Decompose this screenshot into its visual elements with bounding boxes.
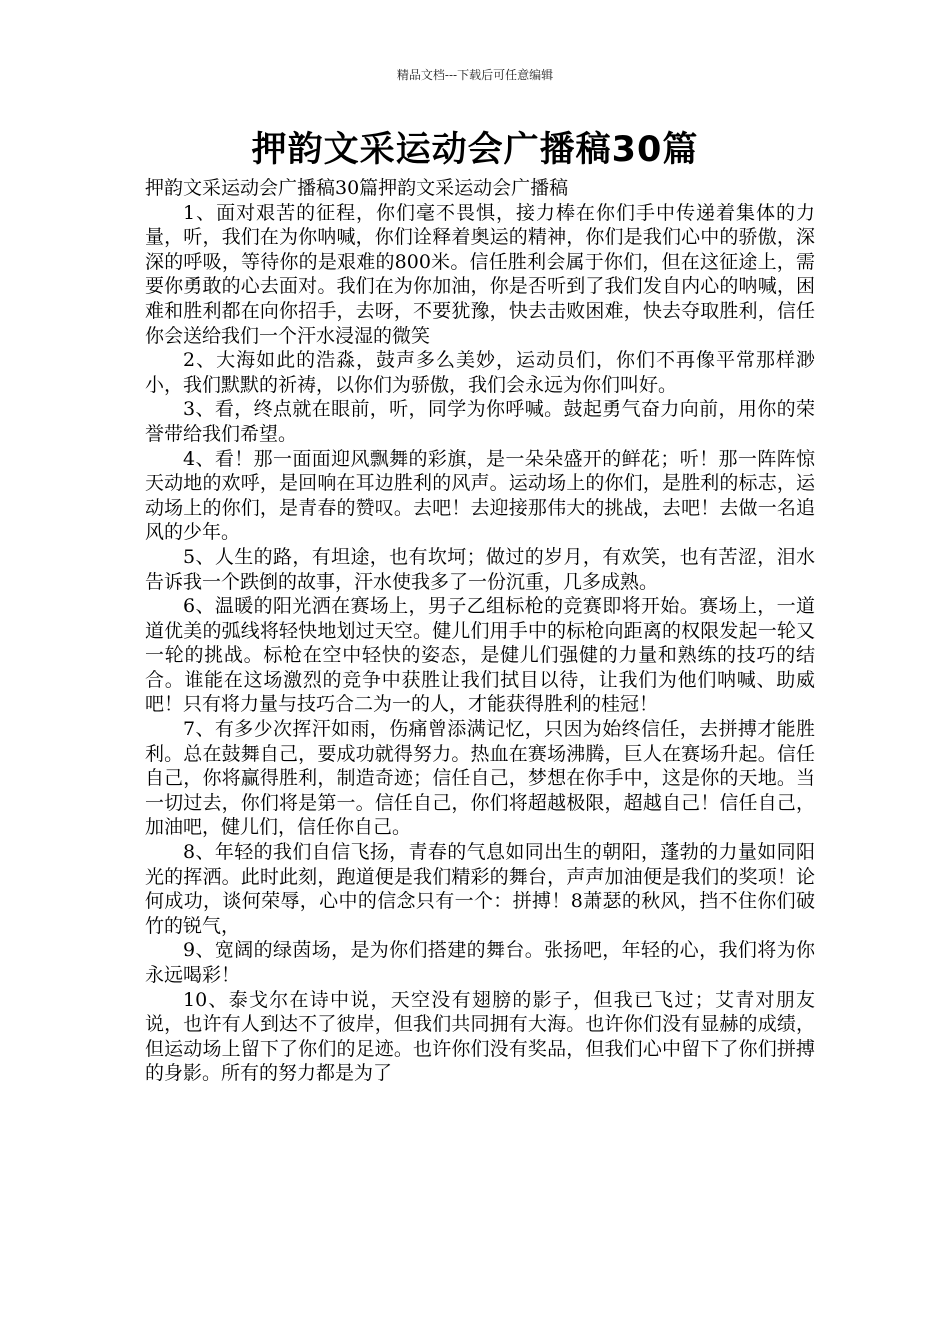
document-title: 押韵文采运动会广播稿30篇 <box>251 130 699 170</box>
paragraph-6: 6、温暖的阳光洒在赛场上，男子乙组标枪的竞赛即将开始。赛场上，一道道优美的弧线将轻快地划过天空。健儿们用手中的标枪向距离的权限发起一轮又一轮的挑战。标枪在空中轻快的姿态，是健儿们强健的力量和熟练的技巧的结合。谁能在这场激烈的竞争中获胜让我们拭目以待，让我们为他们呐喊、助威吧！只有将力量与技巧合二为一的人，才能获得胜利的桂冠！ <box>145 595 815 716</box>
paragraph-10: 10、泰戈尔在诗中说，天空没有翅膀的影子，但我已飞过；艾青对朋友说，也许有人到达不了彼岸，但我们共同拥有大海。也许你们没有显赫的成绩，但运动场上留下了你们的足迹。也许你们没有奖品，但我们心中留下了你们拼搏的身影。所有的努力都是为了 <box>145 988 815 1085</box>
paragraph-5: 5、人生的路，有坦途，也有坎坷；做过的岁月，有欢笑，也有苦涩，泪水告诉我一个跌倒的故事，汗水使我多了一份沉重，几多成熟。 <box>145 545 815 593</box>
paragraph-4: 4、看！那一面面迎风飘舞的彩旗，是一朵朵盛开的鲜花；听！那一阵阵惊天动地的欢呼，是回响在耳边胜利的风声。运动场上的你们，是胜利的标志，运动场上的你们，是青春的赞叹。去吧！去迎接那伟大的挑战，去吧！去做一名追风的少年。 <box>145 447 815 544</box>
paragraph-1: 1、面对艰苦的征程，你们毫不畏惧，接力棒在你们手中传递着集体的力量，听，我们在为你呐喊，你们诠释着奥运的精神，你们是我们心中的骄傲，深深的呼吸，等待你的是艰难的800米。信任胜利会属于你们，但在这征途上，需要你勇敢的心去面对。我们在为你加油，你是否听到了我们发自内心的呐喊，困难和胜利都在向你招手，去呀，不要犹豫，快去击败困难，快去夺取胜利，信任你会送给我们一个汗水浸湿的微笑 <box>145 201 815 347</box>
paragraph-3: 3、看，终点就在眼前，听，同学为你呼喊。鼓起勇气奋力向前，用你的荣誉带给我们希望。 <box>145 398 815 445</box>
paragraph-8: 8、年轻的我们自信飞扬，青春的气息如同出生的朝阳，蓬勃的力量如同阳光的挥洒。此时此刻，跑道便是我们精彩的舞台，声声加油便是我们的奖项！论何成功，谈何荣辱，心中的信念只有一个：拼搏！8萧瑟的秋风，挡不住你们破竹的锐气， <box>145 841 815 937</box>
paragraph-2: 2、大海如此的浩淼，鼓声多么美妙，运动员们，你们不再像平常那样渺小，我们默默的祈祷，以你们为骄傲，我们会永远为你们叫好。 <box>145 349 815 396</box>
paragraph-9: 9、宽阔的绿茵场，是为你们搭建的舞台。张扬吧，年轻的心，我们将为你永远喝彩！ <box>145 939 815 986</box>
document-body <box>145 176 815 1086</box>
paragraph-7: 7、有多少次挥汗如雨，伤痛曾添满记忆，只因为始终信任，去拼搏才能胜利。总在鼓舞自己，要成功就得努力。热血在赛场沸腾，巨人在赛场升起。信任自己，你将赢得胜利，制造奇迹；信任自己，梦想在你手中，这是你的天地。当一切过去，你们将是第一。信任自己，你们将超越极限，超越自己！信任自己，加油吧，健儿们，信任你自己。 <box>145 718 815 839</box>
document-header-note: 精品文档---下载后可任意编辑 <box>396 68 554 82</box>
document-subtitle: 押韵文采运动会广播稿30篇押韵文采运动会广播稿 <box>145 177 569 199</box>
